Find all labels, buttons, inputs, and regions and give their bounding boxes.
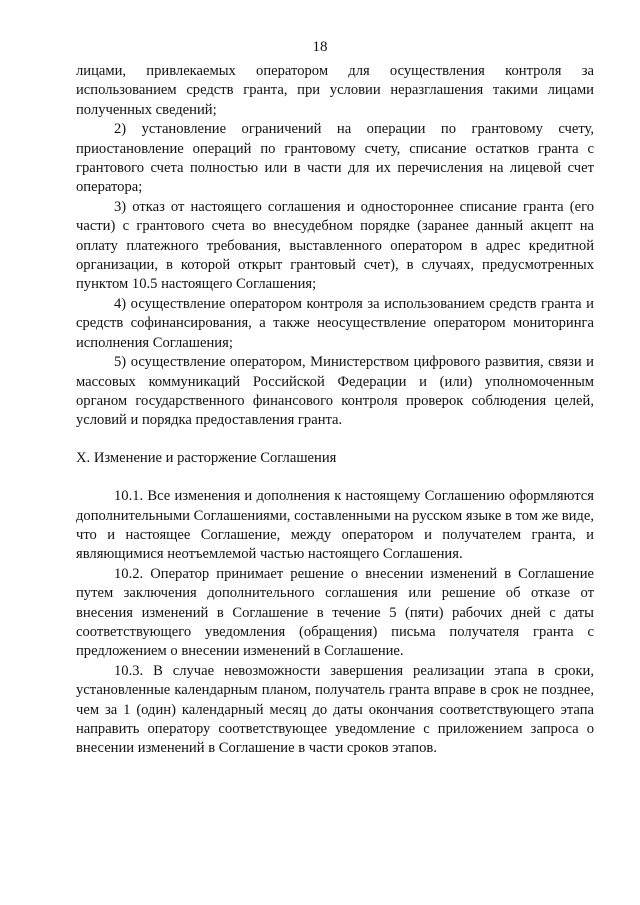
list-item-2: 2) установление ограничений на операции по грантовому счету, приостановление операций по грантовому счету, списание остатков гранта с грантового счета полностью или в части для их перечисления на лицевой счет оператора; — [76, 121, 594, 196]
clause-10-2: 10.2. Оператор принимает решение о внесении изменений в Соглашение путем заключения дополнительного соглашения или решение об отказе от внесения изменений в Соглашение в течение 5 (пяти) рабочих дней с даты соответствующего уведомления (обращения) письма получателя гранта с предложением о внесении изменений в Соглашение. — [76, 565, 594, 660]
page-number: 18 — [312, 39, 328, 55]
document-body — [76, 62, 594, 759]
paragraph-continuation: лицами, привлекаемых оператором для осуществления контроля за использованием средств гранта, при условии неразглашения такими лицами полученных сведений; — [76, 63, 594, 118]
list-item-5: 5) осуществление оператором, Министерством цифрового развития, связи и массовых коммуникаций Российской Федерации и (или) уполномоченным органом государственного финансового контроля проверок соблюдения целей, условий и порядка предоставления гранта. — [76, 354, 594, 429]
section-heading: X. Изменение и расторжение Соглашения — [76, 449, 337, 466]
list-item-3: 3) отказ от настоящего соглашения и одностороннее списание гранта (его части) с грантового счета во внесудебном порядке (заранее данный акцепт на оплату платежного требования, выставленного оператором в адрес кредитной организации, в которой открыт грантовый счет), в случаях, предусмотренных пунктом 10.5 настоящего Соглашения; — [76, 198, 594, 293]
clause-10-1: 10.1. Все изменения и дополнения к настоящему Соглашению оформляются дополнительными Соглашениями, составленными на русском языке в том же виде, что и настоящее Соглашение, между оператором и получателем гранта, и являющимися неотъемлемой частью настоящего Соглашения. — [76, 488, 594, 563]
clause-10-3: 10.3. В случае невозможности завершения реализации этапа в сроки, установленные календарным планом, получатель гранта вправе в срок не позднее, чем за 1 (один) календарный месяц до даты окончания соответствующего этапа направить оператору соответствующее уведомление с приложением запроса о внесении изменений в Соглашение в части сроков этапов. — [76, 662, 594, 757]
list-item-4: 4) осуществление оператором контроля за использованием средств гранта и средств софинансирования, а также неосуществление оператором мониторинга исполнения Соглашения; — [76, 295, 594, 351]
